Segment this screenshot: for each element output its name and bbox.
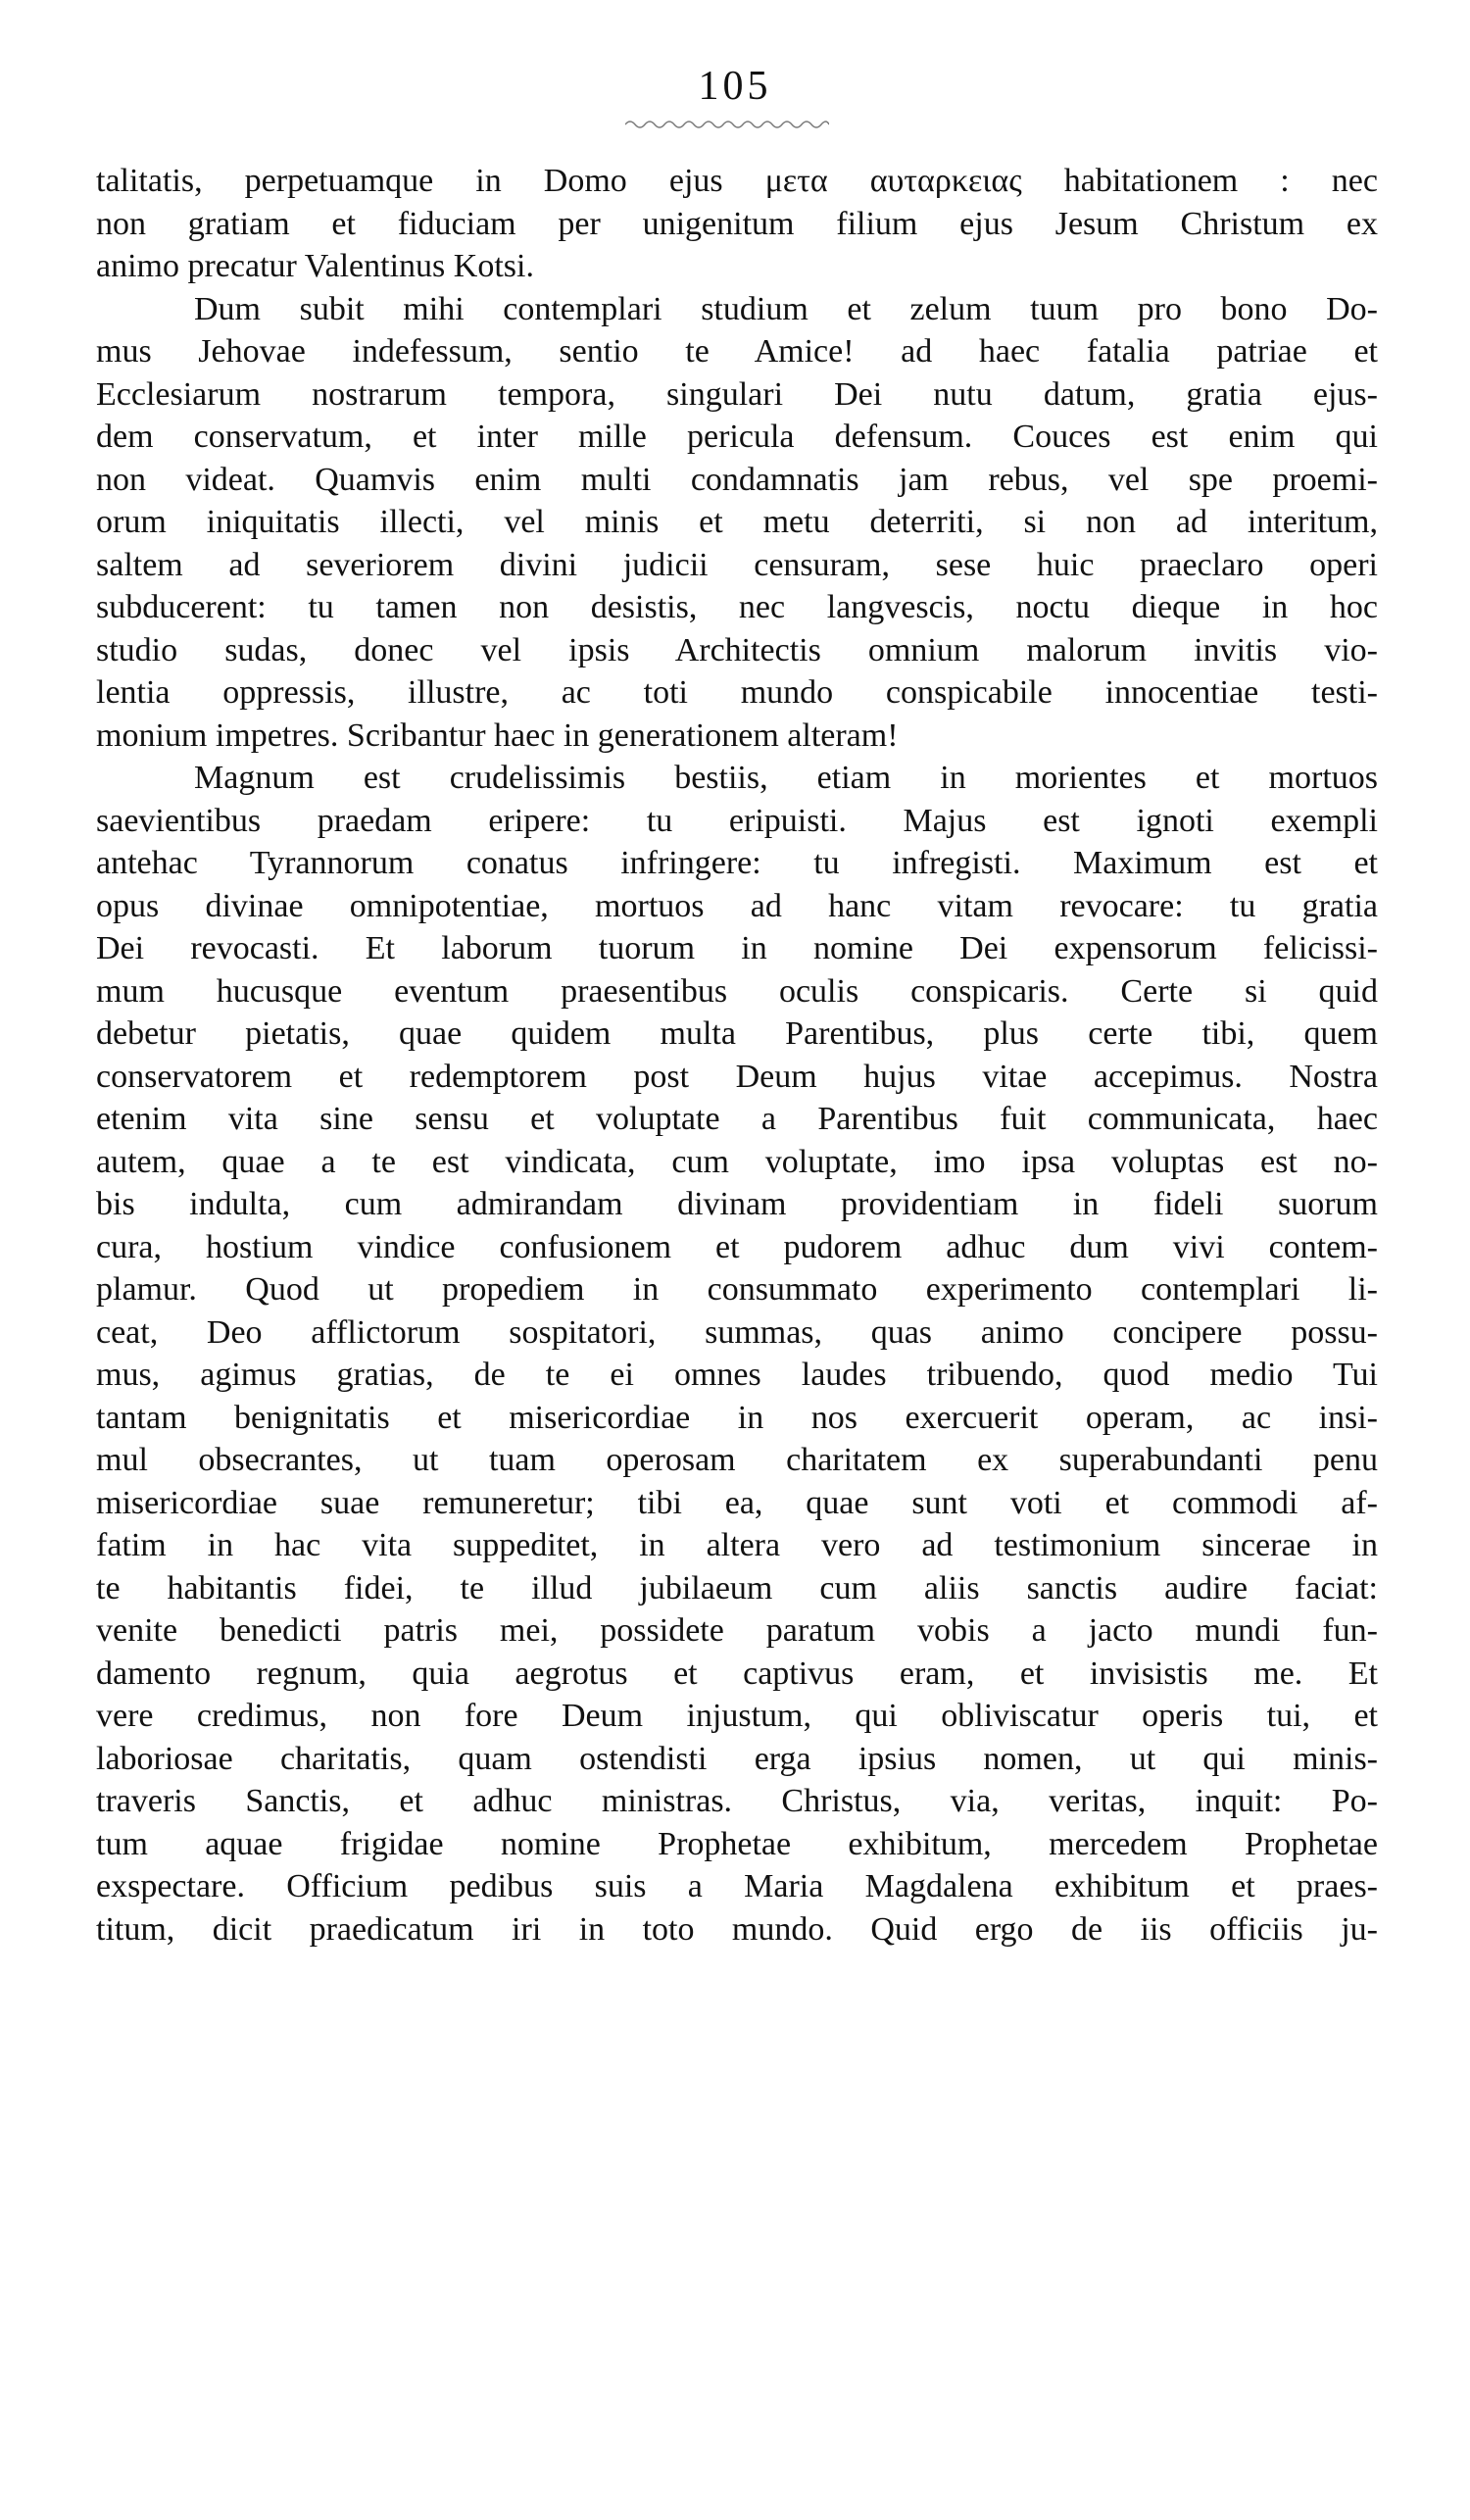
text-line: antehac Tyrannorum conatus infringere: tu infregisti. Maximum est et (96, 845, 1378, 881)
text-line: damento regnum, quia aegrotus et captivus eram, et invisistis me. Et (96, 1655, 1378, 1692)
text-line: vere credimus, non fore Deum injustum, qui obliviscatur operis tui, et (96, 1698, 1378, 1734)
text-line: studio sudas, donec vel ipsis Architectis omnium malorum invitis vio- (96, 631, 1378, 668)
page-number: 105 (698, 64, 772, 109)
text-line: Magnum est crudelissimis bestiis, etiam in morientes et mortuos (194, 760, 1378, 796)
text-line: monium impetres. Scribantur haec in generationem alteram! (96, 716, 899, 754)
text-line: cura, hostium vindice confusionem et pudorem adhuc dum vivi contem- (96, 1228, 1378, 1265)
text-line: mul obsecrantes, ut tuam operosam charitatem ex superabundanti penu (96, 1442, 1378, 1478)
text-line: talitatis, perpetuamque in Domo ejus μετα αυταρκειας habitationem : nec (96, 163, 1378, 199)
text-line: debetur pietatis, quae quidem multa Parentibus, plus certe tibi, quem (96, 1015, 1378, 1052)
text-line: venite benedicti patris mei, possidete paratum vobis a jacto mundi fun- (96, 1612, 1378, 1649)
text-line: subducerent: tu tamen non desistis, nec langvescis, noctu dieque in hoc (96, 589, 1378, 625)
text-line: Dei revocasti. Et laborum tuorum in nomine Dei expensorum felicissi- (96, 930, 1378, 966)
body-text (96, 160, 1378, 1951)
text-line: ceat, Deo afflictorum sospitatori, summas, quas animo concipere possu- (96, 1313, 1378, 1351)
text-line: titum, dicit praedicatum iri in toto mundo. Quid ergo de iis officiis ju- (96, 1910, 1378, 1948)
text-line: mus, agimus gratias, de te ei omnes laudes tribuendo, quod medio Tui (96, 1357, 1378, 1393)
text-line: non gratiam et fiduciam per unigenitum filium ejus Jesum Christum ex (96, 205, 1378, 242)
text-line: animo precatur Valentinus Kotsi. (96, 248, 534, 284)
text-line: mus Jehovae indefessum, sentio te Amice! ad haec fatalia patriae et (96, 333, 1378, 370)
text-line: exspectare. Officium pedibus suis a Maria Magdalena exhibitum et praes- (96, 1868, 1378, 1904)
text-line: dem conservatum, et inter mille pericula defensum. Couces est enim qui (96, 419, 1378, 455)
text-line: saevientibus praedam eripere: tu eripuisti. Majus est ignoti exempli (96, 802, 1378, 839)
text-line: etenim vita sine sensu et voluptate a Parentibus fuit communicata, haec (96, 1101, 1378, 1137)
text-line: fatim in hac vita suppeditet, in altera vero ad testimonium sincerae in (96, 1527, 1378, 1563)
text-line: lentia oppressis, illustre, ac toti mundo conspicabile innocentiae testi- (96, 674, 1378, 711)
text-line: saltem ad severiorem divini judicii censuram, sese huic praeclaro operi (96, 546, 1378, 583)
text-line: Ecclesiarum nostrarum tempora, singulari Dei nutu datum, gratia ejus- (96, 375, 1378, 413)
text-line: tum aquae frigidae nomine Prophetae exhibitum, mercedem Prophetae (96, 1825, 1378, 1862)
text-line: tantam benignitatis et misericordiae in nos exercuerit operam, ac insi- (96, 1399, 1378, 1436)
text-line: laboriosae charitatis, quam ostendisti erga ipsius nomen, ut qui minis- (96, 1740, 1378, 1777)
text-line: Dum subit mihi contemplari studium et zelum tuum pro bono Do- (194, 290, 1378, 327)
text-line: te habitantis fidei, te illud jubilaeum cum aliis sanctis audire faciat: (96, 1569, 1378, 1606)
text-line: autem, quae a te est vindicata, cum voluptate, imo ipsa voluptas est no- (96, 1143, 1378, 1180)
text-line: orum iniquitatis illecti, vel minis et metu deterriti, si non ad interitum, (96, 504, 1378, 540)
text-line: bis indulta, cum admirandam divinam providentiam in fideli suorum (96, 1186, 1378, 1222)
text-line: opus divinae omnipotentiae, mortuos ad hanc vitam revocare: tu gratia (96, 887, 1378, 924)
text-line: misericordiae suae remuneretur; tibi ea, quae sunt voti et commodi af- (96, 1484, 1378, 1521)
text-line: mum hucusque eventum praesentibus oculis conspicaris. Certe si quid (96, 972, 1378, 1010)
text-line: plamur. Quod ut propediem in consummato experimento contemplari li- (96, 1271, 1378, 1308)
wavy-rule-ornament (625, 116, 829, 129)
text-line: non videat. Quamvis enim multi condamnatis jam rebus, vel spe proemi- (96, 461, 1378, 498)
text-line: conservatorem et redemptorem post Deum hujus vitae accepimus. Nostra (96, 1058, 1378, 1095)
text-line: traveris Sanctis, et adhuc ministras. Christus, via, veritas, inquit: Po- (96, 1783, 1378, 1819)
